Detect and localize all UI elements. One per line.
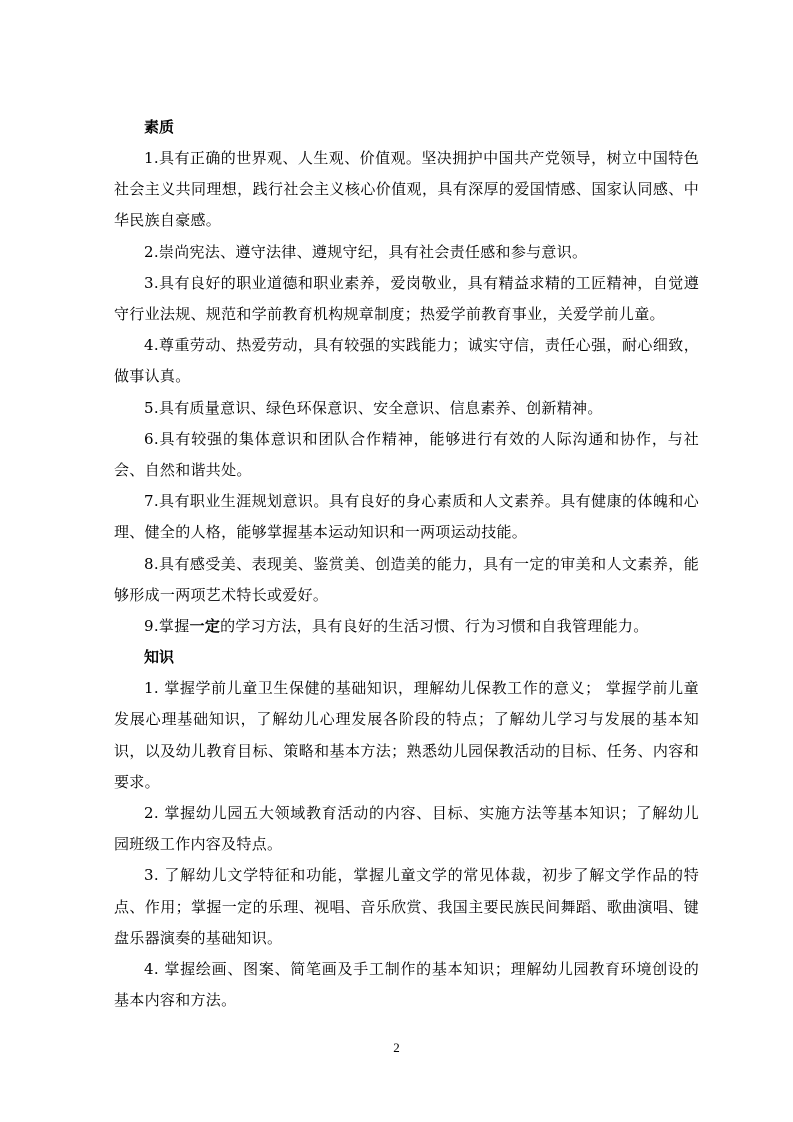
- quality-item-1: 1.具有正确的世界观、人生观、价值观。坚决拥护中国共产党领导，树立中国特色社会主义共同理想，践行社会主义核心价值观，具有深厚的爱国情感、国家认同感、中华民族自豪感。: [114, 149, 699, 230]
- document-body: [114, 112, 699, 1016]
- quality-item-2: 2.崇尚宪法、遵守法律、遵规守纪，具有社会责任感和参与意识。: [144, 242, 588, 261]
- knowledge-item-2: 2. 掌握幼儿园五大领域教育活动的内容、目标、实施方法等基本知识；了解幼儿园班级工作内容及特点。: [114, 804, 699, 854]
- quality-item-6: 6.具有较强的集体意识和团队合作精神，能够进行有效的人际沟通和协作，与社会、自然和谐共处。: [114, 429, 699, 480]
- quality-item-9-suffix: 的学习方法，具有良好的生活习惯、行为习惯和自我管理能力。: [220, 617, 649, 636]
- quality-item-7: 7.具有职业生涯规划意识。具有良好的身心素质和人文素养。具有健康的体魄和心理、健全的人格，能够掌握基本运动知识和一两项运动技能。: [114, 492, 699, 542]
- quality-item-9: [114, 611, 699, 642]
- quality-item-9-emphasis: 一定: [189, 617, 221, 636]
- quality-item-8: 8.具有感受美、表现美、鉴赏美、创造美的能力，具有一定的审美和人文素养，能够形成一两项艺术特长或爱好。: [114, 554, 699, 604]
- quality-item-9-prefix: 9.掌握: [144, 617, 190, 636]
- quality-item-3: 3.具有良好的职业道德和职业素养，爱岗敬业，具有精益求精的工匠精神，自觉遵守行业法规、规范和学前教育机构规章制度；热爱学前教育事业，关爱学前儿童。: [114, 273, 699, 324]
- section-heading-quality: 素质: [144, 118, 175, 136]
- knowledge-item-3: 3. 了解幼儿文学特征和功能，掌握儿童文学的常见体裁，初步了解文学作品的特点、作用；掌握一定的乐理、视唱、音乐欣赏、我国主要民族民间舞蹈、歌曲演唱、键盘乐器演奏的基础知识。: [114, 866, 699, 947]
- knowledge-item-4: 4. 掌握绘画、图案、简笔画及手工制作的基本知识；理解幼儿园教育环境创设的基本内容和方法。: [114, 960, 699, 1010]
- section-heading-knowledge: 知识: [144, 648, 175, 667]
- quality-item-4: 4.尊重劳动、热爱劳动，具有较强的实践能力；诚实守信，责任心强，耐心细致，做事认真。: [114, 336, 699, 386]
- page-number: 2: [393, 1040, 400, 1055]
- knowledge-item-1: 1. 掌握学前儿童卫生保健的基础知识，理解幼儿保教工作的意义； 掌握学前儿童发展心理基础知识，了解幼儿心理发展各阶段的特点；了解幼儿学习与发展的基本知识，以及幼儿教育目标、策略和基本方法；熟悉幼儿园保教活动的目标、任务、内容和要求。: [114, 679, 699, 791]
- quality-item-5: 5.具有质量意识、绿色环保意识、安全意识、信息素养、创新精神。: [144, 398, 603, 417]
